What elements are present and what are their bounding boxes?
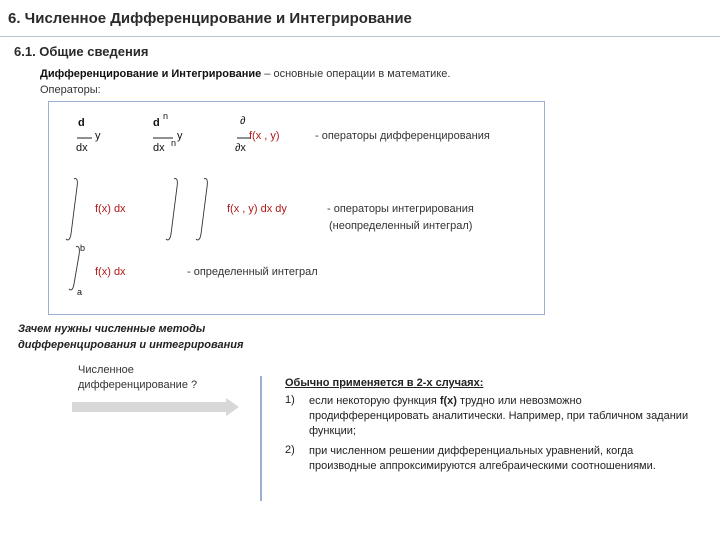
- usage-item-1-num: 1): [285, 394, 295, 406]
- definite-integral-icon: [69, 246, 79, 289]
- operators-label: Операторы:: [40, 84, 101, 96]
- indefinite-integral-note: (неопределенный интеграл): [329, 220, 473, 232]
- int-operators-note: - операторы интегрирования: [327, 203, 474, 215]
- op-n-top: n: [163, 111, 169, 121]
- diff-operators-note: - операторы дифференцирования: [315, 130, 490, 142]
- page-title: 6. Численное Дифференцирование и Интегрирование: [8, 10, 412, 27]
- intro-text: [40, 68, 450, 80]
- definite-integral-note: - определенный интеграл: [187, 266, 318, 278]
- title-divider: [0, 36, 720, 37]
- vertical-divider: [260, 376, 262, 501]
- op-dxn: dx: [153, 142, 165, 154]
- numeric-diff-label: [78, 363, 197, 393]
- limit-upper: b: [80, 243, 86, 253]
- op-d: d: [78, 117, 85, 129]
- op-fx-dx-1: f(x) dx: [95, 203, 126, 215]
- usage-item-2-num: 2): [285, 444, 295, 456]
- operators-box: [48, 101, 545, 315]
- integral-icon-3: [196, 178, 207, 239]
- numeric-diff-line-2: дифференцирование ?: [78, 379, 198, 391]
- op-partial-dx: ∂x: [235, 142, 246, 154]
- op-fxy-dxdy: f(x , y) dx dy: [227, 203, 287, 215]
- usage-item-1-text: [309, 394, 699, 439]
- limit-lower: a: [77, 287, 83, 297]
- intro-bold: Дифференцирование и Интегрирование: [40, 68, 262, 80]
- usage-item-2-text: при численном решении дифференциальных уравнений, когда производные аппроксимируются алгебраическими соотношениями.: [309, 445, 656, 472]
- usage-item-1-post: трудно или невозможно продифференцировать аналитически. Например, при табличном задании функции;: [309, 395, 689, 437]
- question-line-1: Зачем нужны численные методы: [18, 323, 206, 335]
- question-text: [18, 321, 243, 353]
- right-arrow-icon: [72, 398, 240, 416]
- op-fxy-1: f(x , y): [249, 130, 280, 142]
- integral-icon-2: [166, 178, 177, 239]
- usage-item-1-pre: если некоторую функция: [309, 395, 440, 407]
- numeric-diff-line-1: Численное: [78, 364, 134, 376]
- question-line-2: дифференцирования и интегрирования: [18, 339, 244, 351]
- op-dx: dx: [76, 142, 88, 154]
- op-n-bottom: n: [171, 138, 177, 148]
- usage-title: Обычно применяется в 2-х случаях:: [285, 377, 484, 389]
- usage-item-1-bold: f(x): [439, 395, 457, 407]
- integral-icon-1: [66, 178, 77, 239]
- partial-icon: ∂: [240, 115, 246, 127]
- section-heading: 6.1. Общие сведения: [14, 44, 149, 59]
- op-dn: d: [153, 117, 160, 129]
- op-y-2: y: [177, 130, 183, 142]
- intro-rest: – основные операции в математике.: [261, 68, 451, 80]
- op-y-1: y: [95, 130, 101, 142]
- op-fx-dx-2: f(x) dx: [95, 266, 126, 278]
